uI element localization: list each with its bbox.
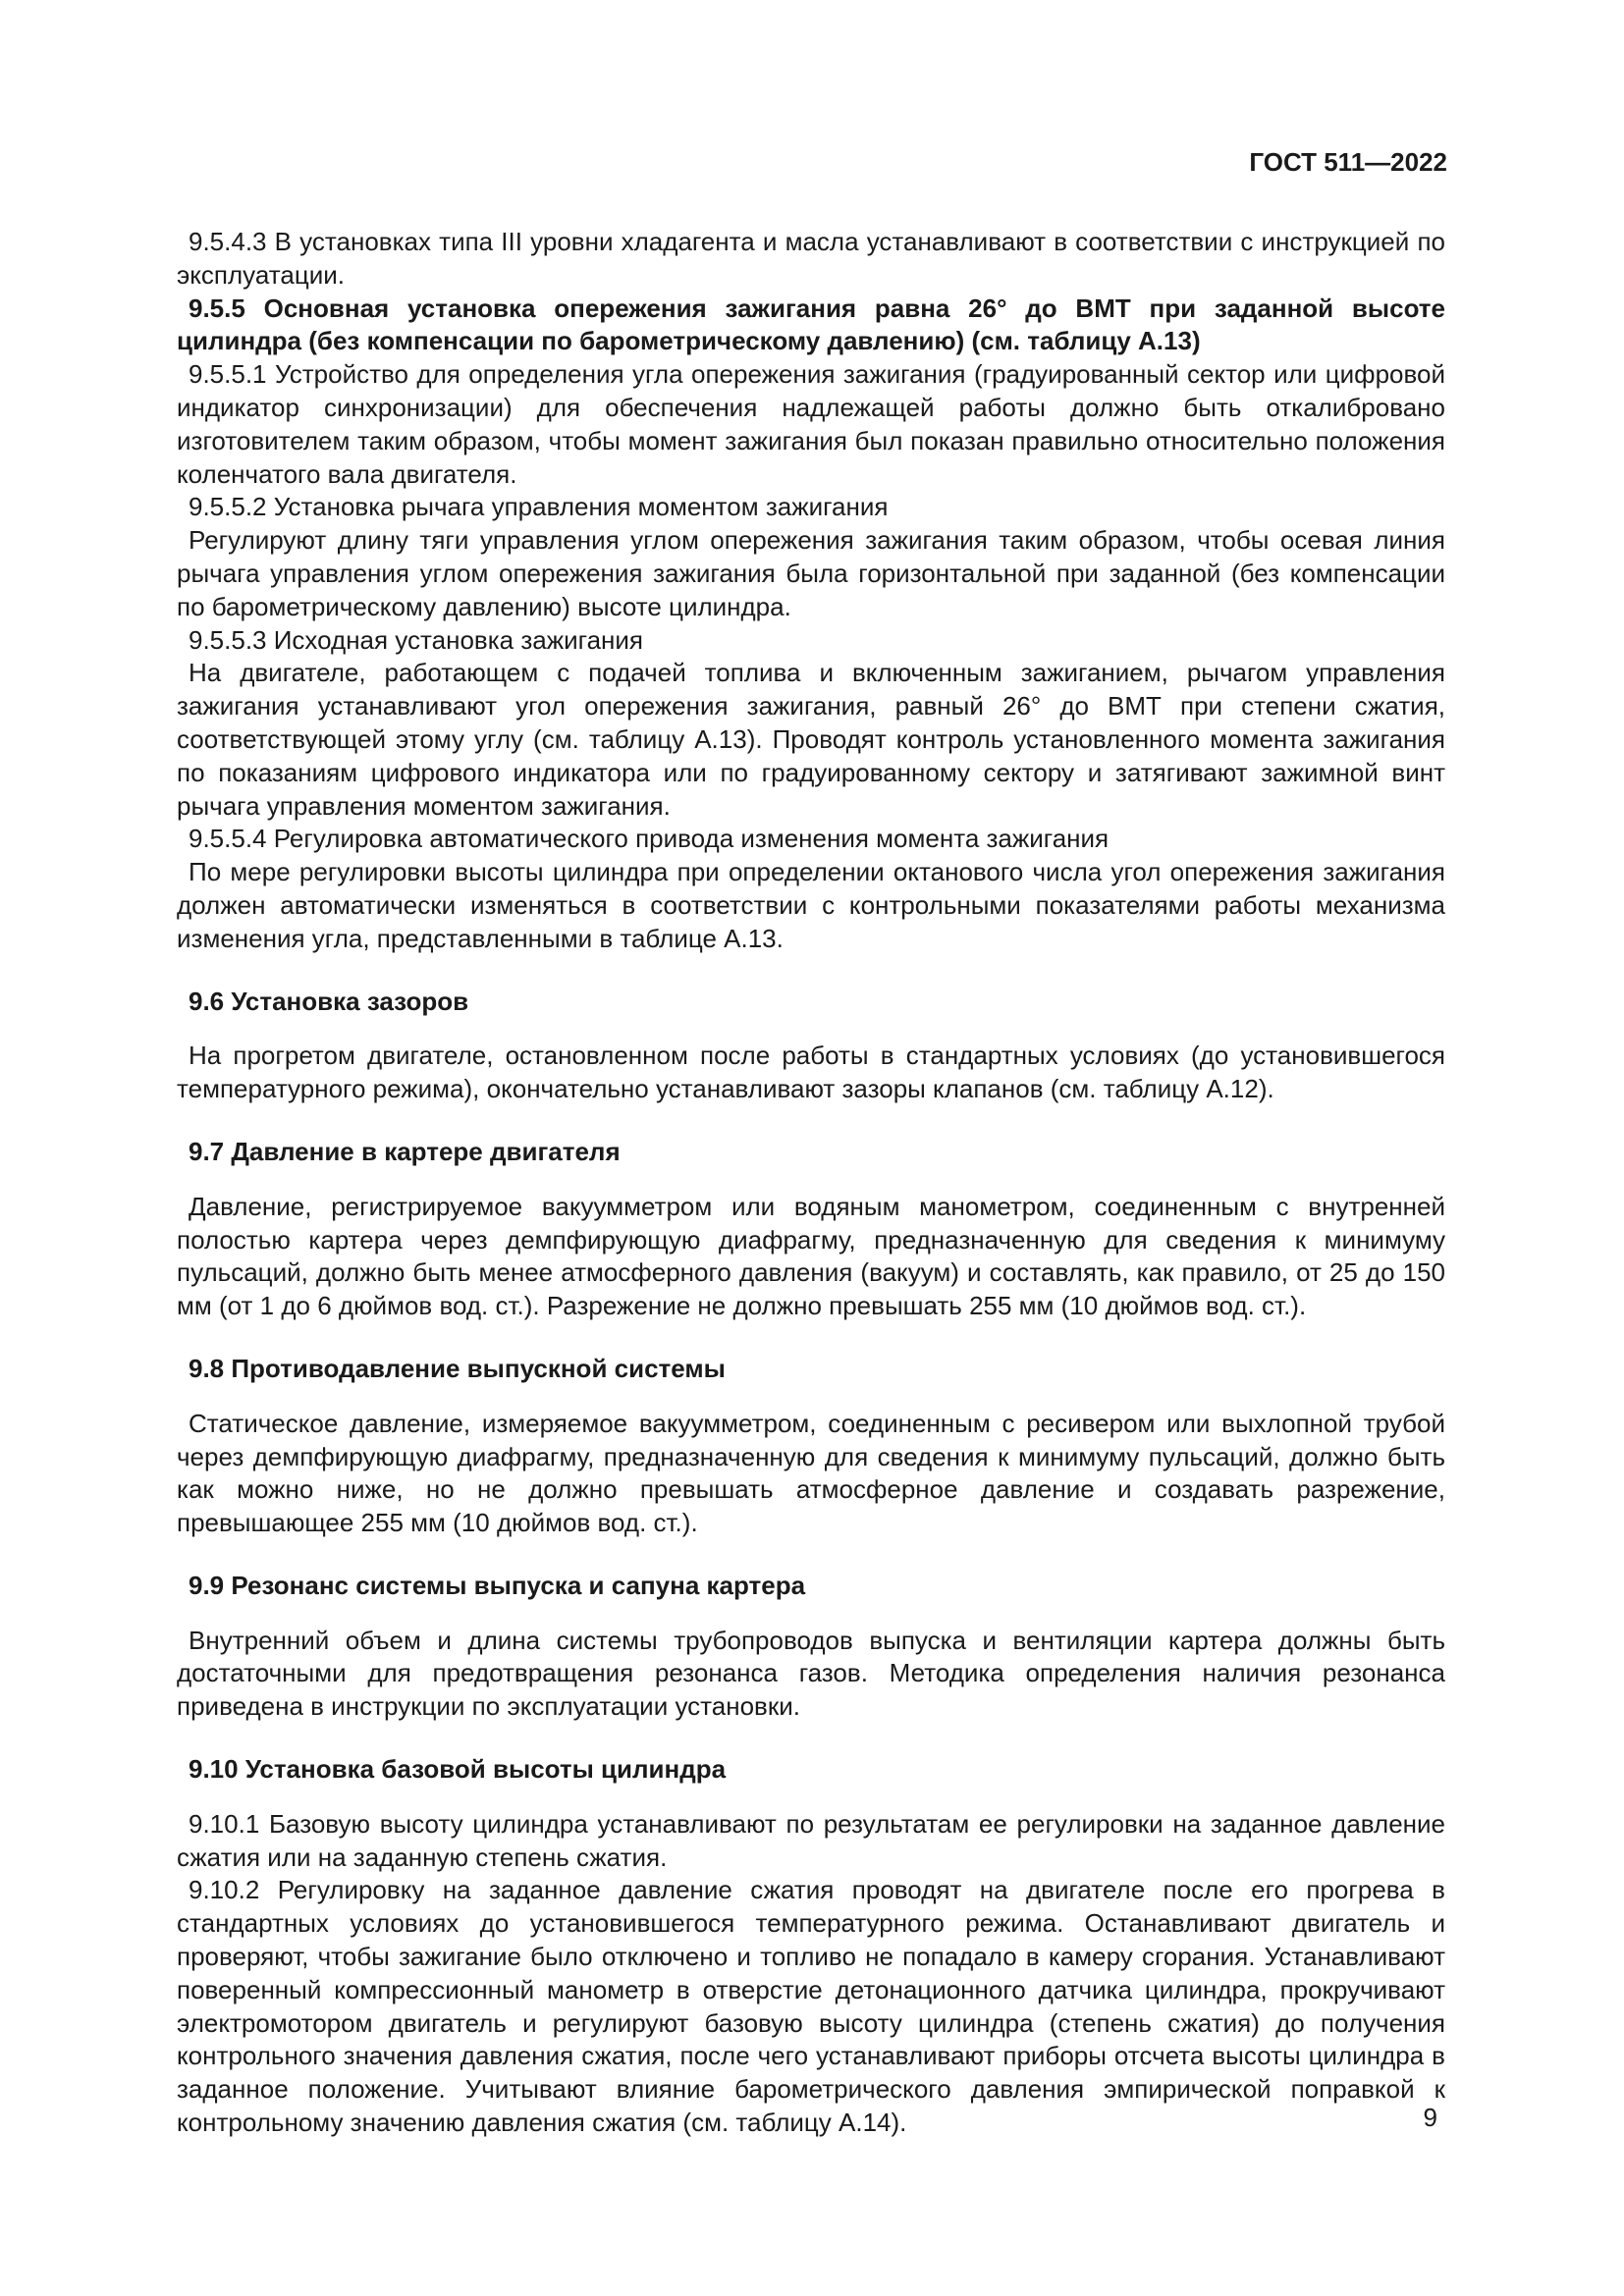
paragraph: 9.5.4.3 В установках типа III уровни хладагента и масла устанавливают в соответствии с инструкцией по эксплуатации. — [177, 227, 1445, 290]
section-heading: 9.8 Противодавление выпускной системы — [189, 1353, 726, 1383]
section-heading: 9.10 Установка базовой высоты цилиндра — [189, 1754, 727, 1785]
paragraph: Давление, регистрируемое вакуумметром или водяным манометром, соединенным с внутренней полостью картера через демпфирующую диафрагму, предназначенную для сведения к минимуму пульсаций, должно быть менее атмосферного давления (вакуум) и составлять, как правило, от 25 до 150 мм (от 1 до 6 дюймов вод. ст.). Разрежение не должно превышать 255 мм (10 дюймов вод. ст.). — [177, 1191, 1445, 1321]
paragraph: 9.5.5.1 Устройство для определения угла опережения зажигания (градуированный сектор или цифровой индикатор синхронизации) для обеспечения надлежащей работы должно быть откалибровано изготовителем таким образом, чтобы момент зажигания был показан правильно относительно положения коленчатого вала двигателя. — [177, 359, 1445, 489]
section-heading: 9.7 Давление в картере двигателя — [189, 1136, 621, 1166]
paragraph: На двигателе, работающем с подачей топлива и включенным зажиганием, рычагом управления зажигания устанавливают угол опережения зажигания, равный 26° до ВМТ при степени сжатия, соответствующей этому углу (см. таблицу А.13). Проводят контроль установленного момента зажигания по показаниям цифрового индикатора или по градуированному сектору и затягивают зажимной винт рычага управления моментом зажигания. — [177, 658, 1445, 821]
paragraph: 9.5.5.3 Исходная установка зажигания — [189, 624, 643, 655]
paragraph: Регулируют длину тяги управления углом опережения зажигания таким образом, чтобы осевая линия рычага управления углом опережения зажигания была горизонтальной при заданной (без компенсации по барометрическому давлению) высоте цилиндра. — [177, 525, 1445, 621]
document-body — [177, 226, 1445, 2140]
paragraph: 9.10.2 Регулировку на заданное давление сжатия проводят на двигателе после его прогрева в стандартных условиях до установившегося температурного режима. Останавливают двигатель и проверяют, чтобы зажигание было отключено и топливо не попадало в камеру сгорания. Устанавливают поверенный компрессионный манометр в отверстие детонационного датчика цилиндра, прокручивают электромотором двигатель и регулируют базовую высоту цилиндра (степень сжатия) до получения контрольного значения давления сжатия, после чего устанавливают приборы отсчета высоты цилиндра в заданное положение. Учитывают влияние барометрического давления эмпирической поправкой к контрольному значению давления сжатия (см. таблицу А.14). — [177, 1875, 1445, 2138]
document-header: ГОСТ 511—2022 — [1249, 147, 1447, 177]
section-heading: 9.9 Резонанс системы выпуска и сапуна картера — [189, 1570, 806, 1600]
page-number: 9 — [1423, 2103, 1437, 2132]
paragraph: 9.5.5.2 Установка рычага управления моментом зажигания — [189, 492, 889, 522]
paragraph: 9.10.1 Базовую высоту цилиндра устанавливают по результатам ее регулировки на заданное давление сжатия или на заданную степень сжатия. — [177, 1808, 1445, 1872]
paragraph: По мере регулировки высоты цилиндра при определении октанового числа угол опережения зажигания должен автоматически изменяться в соответствии с контрольными показателями работы механизма изменения угла, представленными в таблице А.13. — [177, 857, 1445, 953]
paragraph: Внутренний объем и длина системы трубопроводов выпуска и вентиляции картера должны быть достаточными для предотвращения резонанса газов. Методика определения наличия резонанса приведена в инструкции по эксплуатации установки. — [177, 1625, 1445, 1722]
paragraph: На прогретом двигателе, остановленном после работы в стандартных условиях (до установившегося температурного режима), окончательно устанавливают зазоры клапанов (см. таблицу А.12). — [177, 1041, 1445, 1104]
section-heading: 9.6 Установка зазоров — [189, 986, 469, 1016]
paragraph: Статическое давление, измеряемое вакуумметром, соединенным с ресивером или выхлопной трубой через демпфирующую диафрагму, предназначенную для сведения к минимуму пульсаций, должно быть как можно ниже, но не должно превышать атмосферное давление и создавать разрежение, превышающее 255 мм (10 дюймов вод. ст.). — [177, 1408, 1445, 1538]
section-title: 9.5.5 Основная установка опережения зажигания равна 26° до ВМТ при заданной высоте цилиндра (без компенсации по барометрическому давлению) (см. таблицу А.13) — [177, 293, 1445, 356]
paragraph: 9.5.5.4 Регулировка автоматического привода изменения момента зажигания — [189, 824, 1110, 854]
